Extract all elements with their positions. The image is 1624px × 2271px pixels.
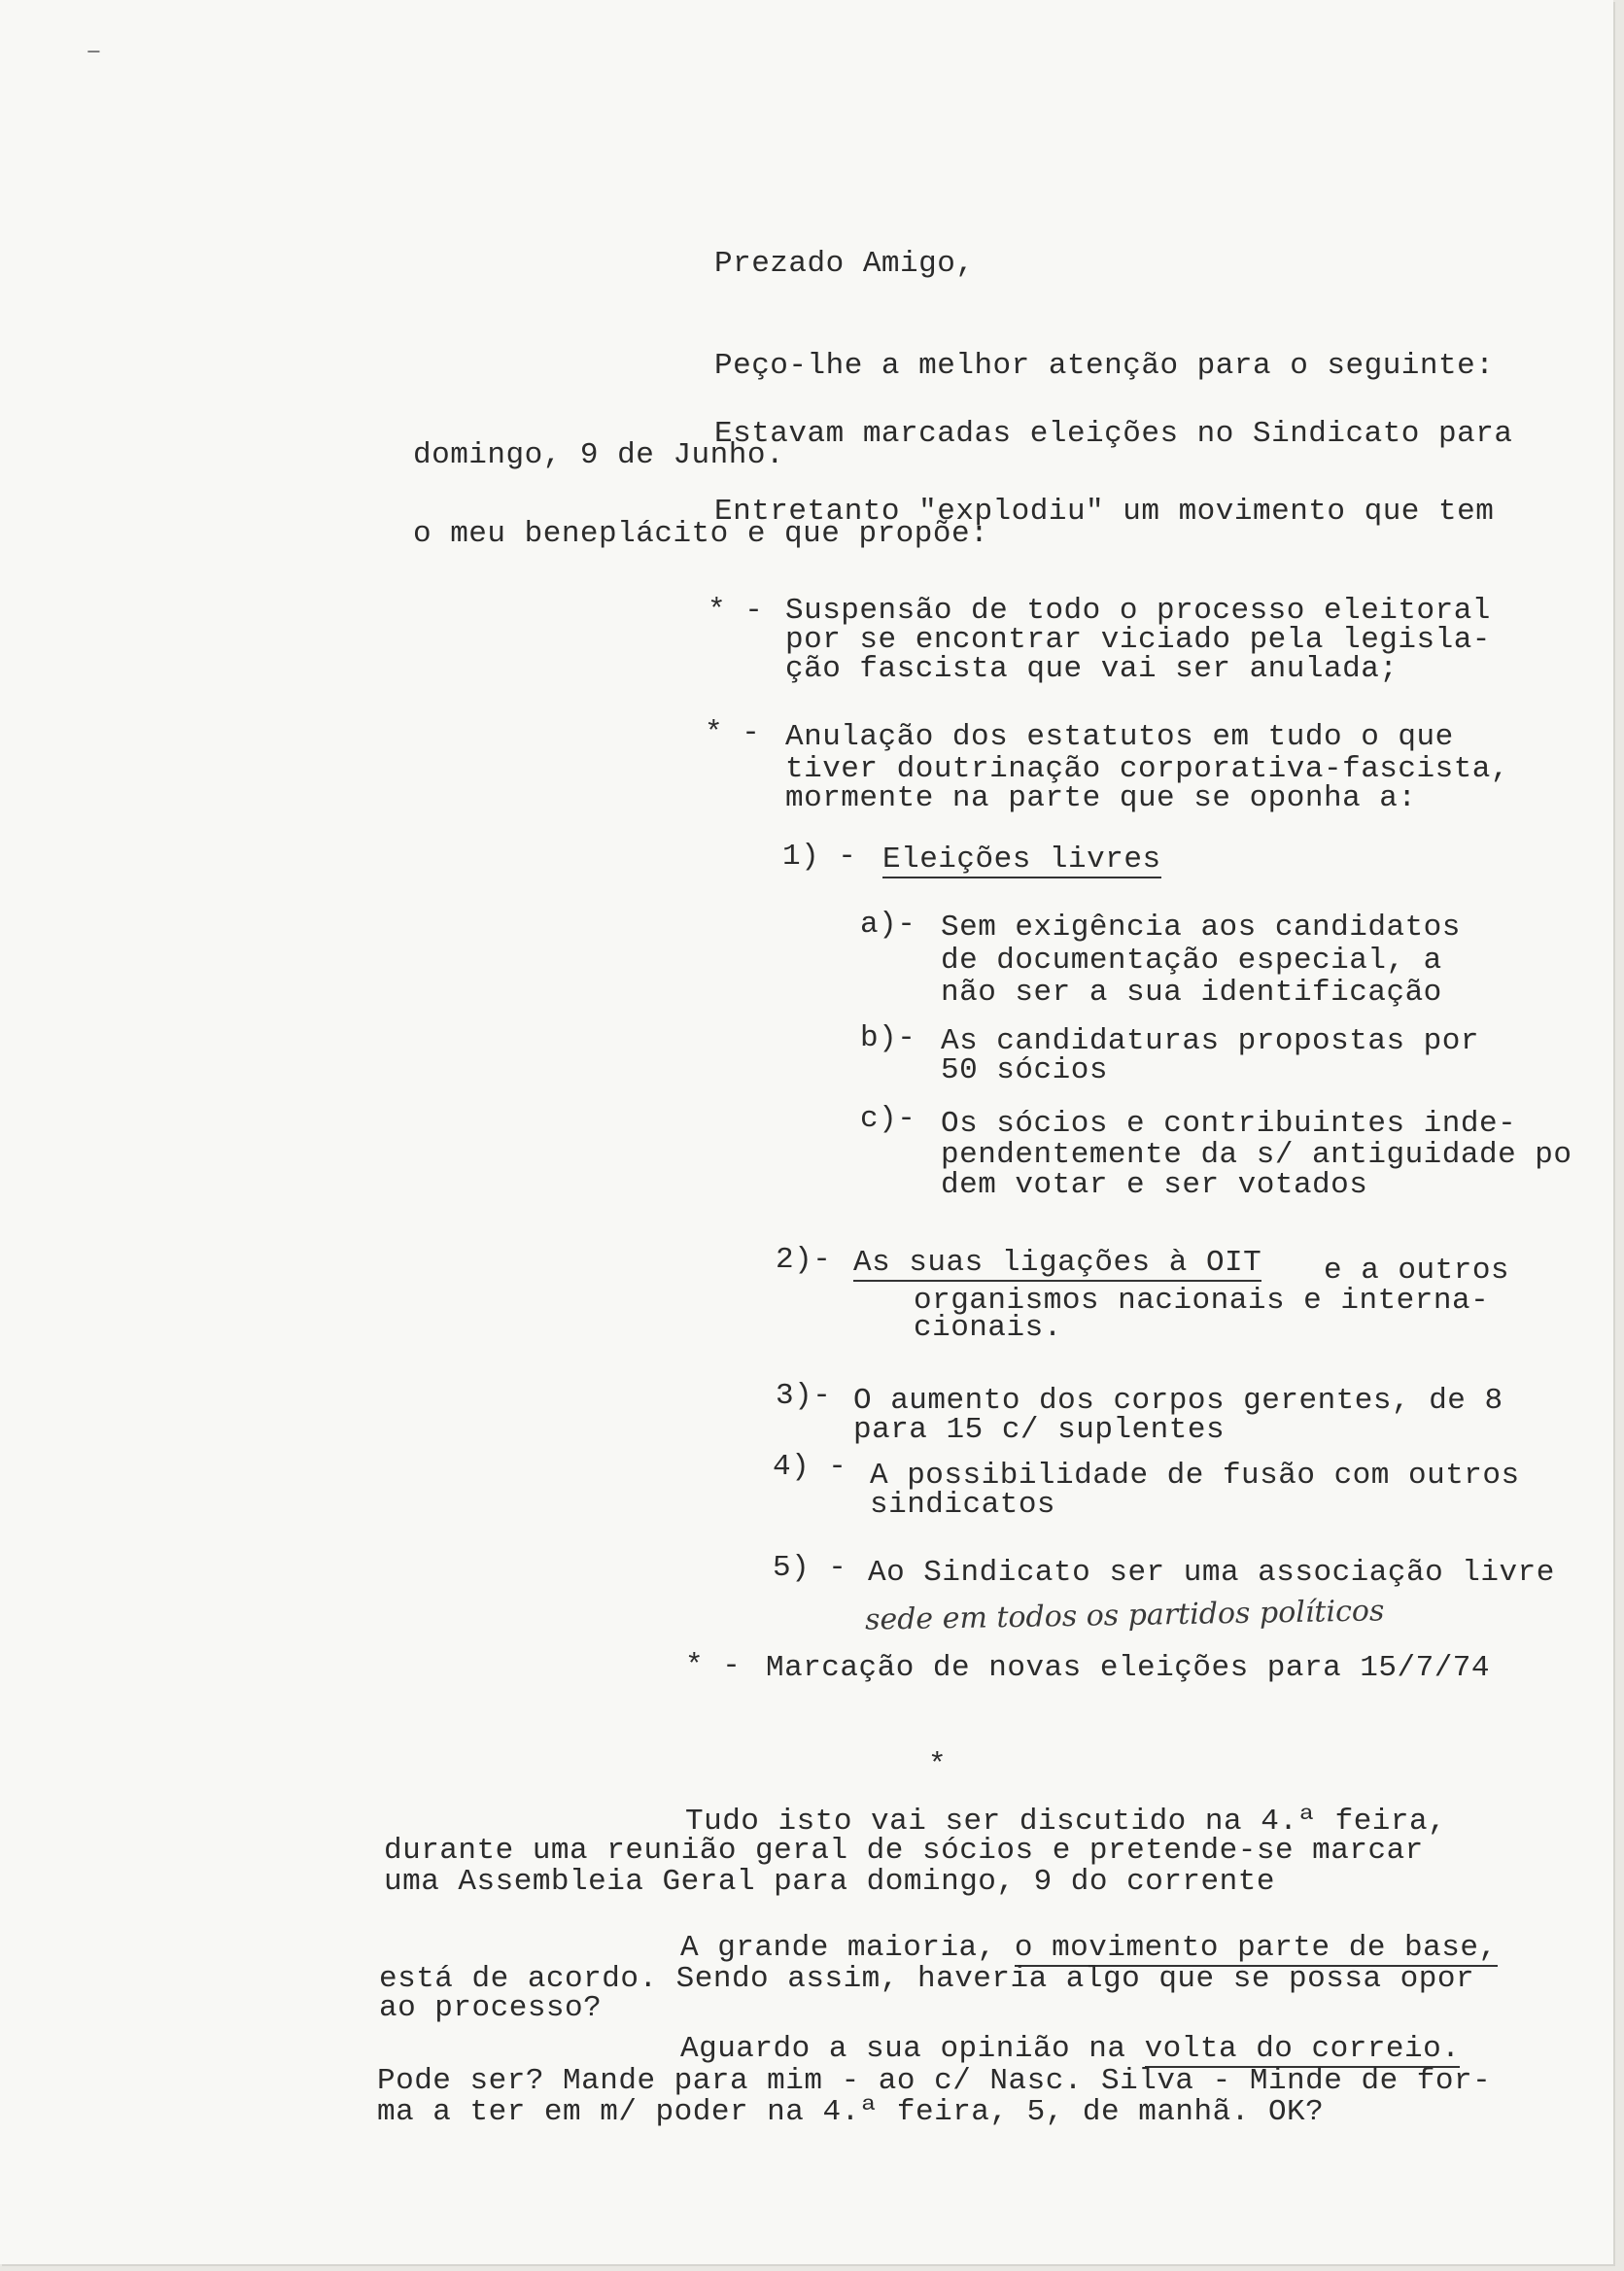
paragraph-6-line-1: [680, 2033, 1460, 2066]
paragraph-5-line-1: [680, 1932, 1498, 1965]
separator-asterisk: *: [928, 1748, 948, 1782]
item-2-line-2: organismos nacionais e interna-: [914, 1284, 1490, 1318]
bullet-2-line-3: mormente na parte que se oponha a:: [785, 781, 1417, 815]
subitem-a-label: a)-: [860, 908, 916, 942]
paragraph-1: Peço-lhe a melhor atenção para o seguinte:: [714, 349, 1495, 383]
subitem-b-line-1: As candidaturas propostas por: [941, 1024, 1479, 1058]
paragraph-2-line-2: domingo, 9 de Junho.: [413, 438, 785, 472]
bullet-2-line-1: Anulação dos estatutos em tudo o que: [785, 720, 1454, 754]
item-4-line-2: sindicatos: [870, 1488, 1056, 1522]
item-4-line-1: A possibilidade de fusão com outros: [870, 1459, 1520, 1493]
item-5-line-1: Ao Sindicato ser uma associação livre: [868, 1556, 1555, 1590]
paragraph-6-line-2: Pode ser? Mande para mim - ao c/ Nasc. Silva - Minde de for-: [377, 2064, 1492, 2098]
subitem-c-line-3: dem votar e ser votados: [941, 1168, 1368, 1202]
bullet-1-line-2: por se encontrar viciado pela legisla-: [785, 623, 1491, 657]
corner-mark: ‒: [86, 37, 102, 67]
handwritten-annotation: sede em todos os partidos políticos: [864, 1594, 1385, 1637]
bullet-2-marker: * -: [705, 716, 761, 750]
subitem-c-label: c)-: [860, 1102, 916, 1136]
subitem-c-line-1: Os sócios e contribuintes inde-: [941, 1107, 1517, 1141]
bullet-1-marker: * -: [708, 594, 764, 628]
paragraph-5-line-1-start: A grande maioria,: [680, 1931, 1015, 1965]
paragraph-4-line-1: Tudo isto vai ser discutido na 4.ª feira,: [685, 1805, 1447, 1839]
paragraph-5-line-2: está de acordo. Sendo assim, haveria algo que se possa opor: [379, 1962, 1475, 1996]
bullet-1-line-3: ção fascista que vai ser anulada;: [785, 652, 1399, 686]
item-3-number: 3)-: [776, 1379, 832, 1413]
subitem-b-label: b)-: [860, 1021, 916, 1055]
item-2-line-1-rest: e a outros: [1324, 1254, 1510, 1288]
item-3-line-2: para 15 c/ suplentes: [853, 1413, 1226, 1447]
subitem-a-line-2: de documentação especial, a: [941, 944, 1442, 978]
paragraph-3-line-1: Entretanto "explodiu" um movimento que tem: [714, 495, 1495, 529]
paragraph-6-line-1-start: Aguardo a sua opinião na: [680, 2032, 1145, 2066]
subitem-a-line-3: não ser a sua identificação: [941, 976, 1442, 1010]
item-4-number: 4) -: [773, 1450, 847, 1484]
subitem-a-line-1: Sem exigência aos candidatos: [941, 911, 1461, 945]
item-3-line-1: O aumento dos corpos gerentes, de 8: [853, 1384, 1503, 1418]
item-2-title: As suas ligações à OIT: [853, 1246, 1262, 1280]
item-1-number: 1) -: [782, 840, 857, 874]
paragraph-5-line-3: ao processo?: [379, 1991, 603, 2025]
bullet-1-line-1: Suspensão de todo o processo eleitoral: [785, 594, 1491, 628]
paragraph-6-line-3: ma a ter em m/ poder na 4.ª feira, 5, de manhã. OK?: [377, 2095, 1325, 2129]
subitem-c-line-2: pendentemente da s/ antiguidade po: [941, 1138, 1572, 1172]
paragraph-6-underlined: volta do correio.: [1144, 2032, 1461, 2066]
item-2-number: 2)-: [776, 1243, 832, 1277]
paragraph-4-line-2: durante uma reunião geral de sócios e pretende-se marcar: [384, 1834, 1424, 1868]
paragraph-5-underlined: o movimento parte de base,: [1014, 1931, 1498, 1965]
bullet-3-marker: * -: [685, 1649, 742, 1683]
subitem-b-line-2: 50 sócios: [941, 1053, 1108, 1087]
bullet-2-line-2: tiver doutrinação corporativa-fascista,: [785, 752, 1510, 786]
item-5-number: 5) -: [773, 1551, 847, 1585]
greeting: Prezado Amigo,: [714, 247, 975, 281]
paragraph-4-line-3: uma Assembleia Geral para domingo, 9 do corrente: [384, 1865, 1275, 1899]
item-2-line-3: cionais.: [914, 1311, 1062, 1345]
item-1-title: Eleições livres: [882, 843, 1161, 877]
paragraph-3-line-2: o meu beneplácito e que propõe:: [413, 517, 989, 551]
bullet-3-line-1: Marcação de novas eleições para 15/7/74: [766, 1651, 1491, 1685]
paragraph-2-line-1: Estavam marcadas eleições no Sindicato para: [714, 417, 1513, 451]
